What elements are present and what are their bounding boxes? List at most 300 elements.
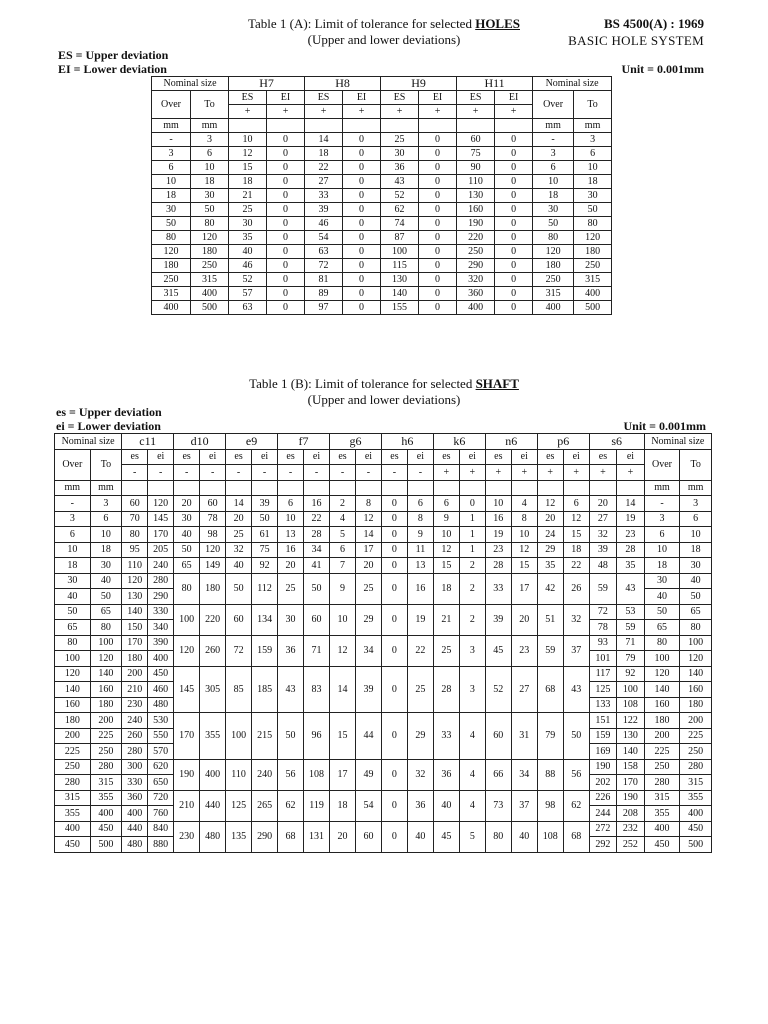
table-cell: 280	[90, 759, 122, 775]
table-cell: 15	[229, 161, 267, 175]
table-cell: 6	[278, 496, 304, 512]
grade-header: h6	[381, 434, 433, 450]
table-cell: 155	[381, 301, 419, 315]
table-cell: 205	[148, 542, 174, 558]
sign-cell: +	[419, 105, 457, 119]
table-cell: 208	[617, 806, 645, 822]
table-cell: 0	[343, 245, 381, 259]
merged-cell: 108	[304, 759, 330, 790]
table-cell: 6	[533, 161, 574, 175]
table-cell: 10	[229, 133, 267, 147]
grade-header: H7	[229, 77, 305, 91]
sign-cell: +	[229, 105, 267, 119]
table-cell: 75	[252, 542, 278, 558]
merged-cell: 0	[381, 604, 407, 635]
table-cell: 0	[343, 287, 381, 301]
table-cell: 190	[617, 790, 645, 806]
table-row	[152, 259, 612, 273]
grade-header: H11	[457, 77, 533, 91]
table-cell: 10	[511, 527, 537, 543]
table-cell: 0	[267, 301, 305, 315]
sign-cell: +	[381, 105, 419, 119]
unit-cell: mm	[680, 480, 712, 496]
merged-cell: 23	[511, 635, 537, 666]
sub-header: es	[433, 449, 459, 465]
table-cell: 70	[122, 511, 148, 527]
shaft-unit: Unit = 0.001mm	[623, 419, 706, 433]
table-cell: 0	[419, 231, 457, 245]
table-cell: 225	[90, 728, 122, 744]
sign-cell: -	[174, 465, 200, 481]
sign-cell: -	[381, 465, 407, 481]
merged-cell: 50	[304, 573, 330, 604]
sign-cell: -	[304, 465, 330, 481]
table-cell: 0	[495, 203, 533, 217]
table-cell: 6	[191, 147, 229, 161]
table-cell: 50	[574, 203, 612, 217]
table-cell: -	[644, 496, 680, 512]
table-cell: 0	[267, 287, 305, 301]
table-cell: 30	[90, 558, 122, 574]
table-cell: 30	[533, 203, 574, 217]
nominal-size-header: Nominal size	[55, 434, 122, 450]
table-cell: 125	[589, 682, 616, 698]
merged-cell: 29	[355, 604, 381, 635]
table-cell: 500	[90, 837, 122, 853]
sign-cell: -	[226, 465, 252, 481]
table-cell: 280	[644, 775, 680, 791]
table-cell: 760	[148, 806, 174, 822]
merged-cell: 80	[485, 821, 511, 852]
table-cell: 0	[381, 496, 407, 512]
table-cell: 80	[644, 635, 680, 651]
merged-cell: 0	[381, 666, 407, 713]
table-cell: 13	[278, 527, 304, 543]
table-cell: 400	[680, 806, 712, 822]
table-cell: 450	[148, 666, 174, 682]
table-cell: 18	[574, 175, 612, 189]
table-cell: 3	[90, 496, 122, 512]
merged-cell: 96	[304, 713, 330, 760]
table-cell: 17	[355, 542, 381, 558]
blank-cell	[381, 119, 419, 133]
table-cell: 41	[304, 558, 330, 574]
merged-cell: 112	[252, 573, 278, 604]
table-cell: 120	[680, 651, 712, 667]
merged-cell: 62	[563, 790, 589, 821]
merged-cell: 34	[511, 759, 537, 790]
table-cell: 110	[457, 175, 495, 189]
merged-cell: 190	[174, 759, 200, 790]
merged-cell: 60	[485, 713, 511, 760]
table-cell: 120	[644, 666, 680, 682]
table-cell: 19	[617, 511, 645, 527]
table-cell: 0	[267, 175, 305, 189]
table-cell: 500	[680, 837, 712, 853]
merged-cell: 159	[252, 635, 278, 666]
sub-header: ES	[457, 91, 495, 105]
shaft-tolerance-table	[54, 433, 712, 853]
table-cell: 14	[305, 133, 343, 147]
table-cell: 92	[617, 666, 645, 682]
table-cell: 460	[148, 682, 174, 698]
table-cell: 10	[191, 161, 229, 175]
merged-cell: 14	[330, 666, 356, 713]
table-cell: 46	[229, 259, 267, 273]
table-cell: 180	[90, 697, 122, 713]
sub-header: ei	[459, 449, 485, 465]
table-cell: 60	[457, 133, 495, 147]
table-cell: 10	[152, 175, 191, 189]
sign-cell: -	[355, 465, 381, 481]
sign-cell: +	[433, 465, 459, 481]
table-cell: 120	[191, 231, 229, 245]
sign-cell: -	[407, 465, 433, 481]
table-cell: 54	[305, 231, 343, 245]
table-cell: 400	[122, 806, 148, 822]
table-cell: 120	[574, 231, 612, 245]
table-cell: 1	[459, 542, 485, 558]
merged-cell: 36	[407, 790, 433, 821]
table-cell: 158	[617, 759, 645, 775]
merged-cell: 5	[459, 821, 485, 852]
table-row	[152, 133, 612, 147]
table-cell: 200	[644, 728, 680, 744]
table-cell: 330	[122, 775, 148, 791]
table-cell: 290	[457, 259, 495, 273]
blank-cell	[589, 480, 616, 496]
table-cell: 80	[191, 217, 229, 231]
table-cell: 170	[148, 527, 174, 543]
sub-header: ei	[617, 449, 645, 465]
legend-es: ES = Upper deviation	[58, 48, 169, 62]
table-row	[55, 527, 712, 543]
table-cell: 0	[343, 147, 381, 161]
sub-header: ES	[381, 91, 419, 105]
table-cell: 0	[381, 511, 407, 527]
merged-cell: 36	[278, 635, 304, 666]
merged-cell: 2	[459, 604, 485, 635]
table-cell: 0	[343, 175, 381, 189]
table-cell: 160	[644, 697, 680, 713]
table-cell: 240	[148, 558, 174, 574]
table-cell: 18	[563, 542, 589, 558]
table-cell: 8	[511, 511, 537, 527]
table-cell: 0	[495, 133, 533, 147]
table-cell: 40	[174, 527, 200, 543]
table-cell: 400	[152, 301, 191, 315]
table-cell: 6	[574, 147, 612, 161]
table-cell: 43	[381, 175, 419, 189]
table-cell: 0	[495, 161, 533, 175]
merged-cell: 260	[200, 635, 226, 666]
table-cell: 6	[680, 511, 712, 527]
table-cell: 28	[304, 527, 330, 543]
merged-cell: 134	[252, 604, 278, 635]
table-cell: 29	[537, 542, 563, 558]
table-cell: 180	[644, 713, 680, 729]
table-cell: 30	[680, 558, 712, 574]
merged-cell: 4	[459, 759, 485, 790]
blank-cell	[305, 119, 343, 133]
over-header: Over	[644, 449, 680, 480]
table-cell: 40	[229, 245, 267, 259]
merged-cell: 26	[563, 573, 589, 604]
grade-header: g6	[330, 434, 382, 450]
merged-cell: 100	[174, 604, 200, 635]
table-cell: 40	[55, 589, 91, 605]
table-cell: 280	[122, 744, 148, 760]
table-cell: 0	[419, 245, 457, 259]
table-row	[55, 790, 712, 806]
table-cell: 250	[457, 245, 495, 259]
table-cell: 28	[617, 542, 645, 558]
table-row	[55, 635, 712, 651]
merged-cell: 18	[330, 790, 356, 821]
blank-cell	[485, 480, 511, 496]
table-cell: 39	[252, 496, 278, 512]
table-cell: 355	[90, 790, 122, 806]
table-cell: 0	[343, 273, 381, 287]
table-cell: 0	[495, 245, 533, 259]
table-cell: 63	[229, 301, 267, 315]
table-cell: 87	[381, 231, 419, 245]
table-cell: 0	[419, 273, 457, 287]
table-cell: 6	[152, 161, 191, 175]
table-cell: 52	[229, 273, 267, 287]
table-cell: 3	[644, 511, 680, 527]
table-cell: 360	[122, 790, 148, 806]
table-cell: 0	[419, 147, 457, 161]
table-cell: 0	[419, 133, 457, 147]
table-cell: 2	[330, 496, 356, 512]
table-cell: 0	[343, 231, 381, 245]
table-cell: 30	[152, 203, 191, 217]
table-cell: 101	[589, 651, 616, 667]
merged-cell: 37	[511, 790, 537, 821]
table-cell: 30	[55, 573, 91, 589]
over-header: Over	[55, 449, 91, 480]
table-cell: 0	[267, 203, 305, 217]
table-cell: 18	[90, 542, 122, 558]
table-cell: 140	[90, 666, 122, 682]
table-cell: 140	[381, 287, 419, 301]
table-cell: 10	[533, 175, 574, 189]
merged-cell: 240	[252, 759, 278, 790]
sub-header: ei	[304, 449, 330, 465]
table-cell: 9	[433, 511, 459, 527]
table-cell: 63	[305, 245, 343, 259]
table-cell: 16	[485, 511, 511, 527]
table-cell: 27	[305, 175, 343, 189]
to-header: To	[191, 91, 229, 119]
subheader-row	[55, 449, 712, 465]
table-cell: 450	[680, 821, 712, 837]
table-cell: 1	[459, 527, 485, 543]
table-cell: 7	[330, 558, 356, 574]
table-cell: 50	[644, 604, 680, 620]
table-cell: 122	[617, 713, 645, 729]
merged-cell: 39	[355, 666, 381, 713]
merged-cell: 119	[304, 790, 330, 821]
table-cell: 80	[152, 231, 191, 245]
merged-cell: 20	[330, 821, 356, 852]
table-cell: 400	[533, 301, 574, 315]
table-row	[55, 713, 712, 729]
table-cell: 0	[267, 147, 305, 161]
merged-cell: 44	[355, 713, 381, 760]
merged-cell: 180	[200, 573, 226, 604]
over-header: Over	[152, 91, 191, 119]
table-cell: 200	[55, 728, 91, 744]
table-cell: 360	[457, 287, 495, 301]
to-header: To	[574, 91, 612, 119]
table-cell: 80	[574, 217, 612, 231]
table-cell: 620	[148, 759, 174, 775]
table-cell: 20	[278, 558, 304, 574]
table-cell: 0	[419, 217, 457, 231]
table-cell: 120	[148, 496, 174, 512]
merged-cell: 56	[278, 759, 304, 790]
table-cell: 80	[122, 527, 148, 543]
grade-header: n6	[485, 434, 537, 450]
table-row	[152, 217, 612, 231]
table-cell: 160	[90, 682, 122, 698]
merged-cell: 440	[200, 790, 226, 821]
blank-cell	[174, 480, 200, 496]
merged-cell: 88	[537, 759, 563, 790]
table-cell: 0	[267, 273, 305, 287]
table-cell: 230	[122, 697, 148, 713]
table-cell: 72	[589, 604, 616, 620]
table-cell: 10	[90, 527, 122, 543]
table-cell: 315	[152, 287, 191, 301]
merged-cell: 60	[355, 821, 381, 852]
table-row	[152, 147, 612, 161]
table-cell: 0	[267, 189, 305, 203]
merged-cell: 33	[433, 713, 459, 760]
merged-cell: 80	[174, 573, 200, 604]
merged-cell: 40	[511, 821, 537, 852]
table-cell: 0	[381, 558, 407, 574]
table-cell: 400	[644, 821, 680, 837]
merged-cell: 36	[433, 759, 459, 790]
blank-cell	[459, 480, 485, 496]
table-row	[55, 496, 712, 512]
table-cell: 140	[122, 604, 148, 620]
merged-cell: 120	[174, 635, 200, 666]
legend-ei: EI = Lower deviation	[58, 62, 167, 76]
unit-cell: mm	[574, 119, 612, 133]
table-cell: 35	[617, 558, 645, 574]
table-cell: 250	[90, 744, 122, 760]
table-cell: 36	[381, 161, 419, 175]
table-cell: 210	[122, 682, 148, 698]
table-cell: 25	[381, 133, 419, 147]
merged-cell: 25	[278, 573, 304, 604]
table-cell: 57	[229, 287, 267, 301]
merged-cell: 108	[537, 821, 563, 852]
merged-cell: 40	[407, 821, 433, 852]
table-cell: 0	[267, 133, 305, 147]
merged-cell: 29	[407, 713, 433, 760]
holes-legend	[58, 48, 168, 76]
table-cell: 10	[485, 496, 511, 512]
table-cell: 79	[617, 651, 645, 667]
title-highlight: HOLES	[475, 16, 520, 31]
table-cell: 3	[574, 133, 612, 147]
table-cell: 10	[433, 527, 459, 543]
table-row	[152, 161, 612, 175]
table-cell: 12	[229, 147, 267, 161]
table-cell: 500	[574, 301, 612, 315]
sub-header: es	[330, 449, 356, 465]
table-row	[152, 245, 612, 259]
table-cell: 65	[174, 558, 200, 574]
table-cell: 0	[419, 203, 457, 217]
table-cell: 180	[191, 245, 229, 259]
table-cell: 6	[330, 542, 356, 558]
table-cell: 11	[407, 542, 433, 558]
nominal-size-header: Nominal size	[152, 77, 229, 91]
table-cell: 20	[226, 511, 252, 527]
table-cell: -	[152, 133, 191, 147]
table-cell: 250	[152, 273, 191, 287]
table-cell: 0	[419, 301, 457, 315]
legend-ei: ei = Lower deviation	[56, 419, 161, 433]
sub-header: ES	[305, 91, 343, 105]
blank-cell	[330, 480, 356, 496]
table-row	[55, 573, 712, 589]
table-cell: 250	[533, 273, 574, 287]
table-cell: 9	[407, 527, 433, 543]
merged-cell: 355	[200, 713, 226, 760]
sign-cell: -	[122, 465, 148, 481]
grade-header: H9	[381, 77, 457, 91]
sign-cell: +	[459, 465, 485, 481]
table-cell: 280	[680, 759, 712, 775]
table-cell: 400	[457, 301, 495, 315]
table-cell: 500	[191, 301, 229, 315]
sub-header: EI	[495, 91, 533, 105]
merged-cell: 220	[200, 604, 226, 635]
table-cell: 22	[563, 558, 589, 574]
merged-cell: 60	[226, 604, 252, 635]
merged-cell: 59	[589, 573, 616, 604]
sub-header: es	[226, 449, 252, 465]
sign-cell: +	[457, 105, 495, 119]
table-cell: 315	[680, 775, 712, 791]
table-cell: 50	[191, 203, 229, 217]
table-cell: 170	[617, 775, 645, 791]
blank-cell	[122, 480, 148, 496]
merged-cell: 25	[407, 666, 433, 713]
merged-cell: 42	[537, 573, 563, 604]
merged-cell: 0	[381, 713, 407, 760]
merged-cell: 0	[381, 759, 407, 790]
table-cell: 200	[122, 666, 148, 682]
table-cell: 12	[433, 542, 459, 558]
table-cell: 840	[148, 821, 174, 837]
table-cell: 0	[419, 189, 457, 203]
title-text: Table 1 (B): Limit of tolerance for selected	[249, 376, 476, 391]
table-row	[55, 666, 712, 682]
table-1a-subtitle: (Upper and lower deviations)	[307, 32, 461, 47]
table-cell: 225	[55, 744, 91, 760]
table-cell: 117	[589, 666, 616, 682]
table-cell: 450	[90, 821, 122, 837]
table-cell: 120	[533, 245, 574, 259]
